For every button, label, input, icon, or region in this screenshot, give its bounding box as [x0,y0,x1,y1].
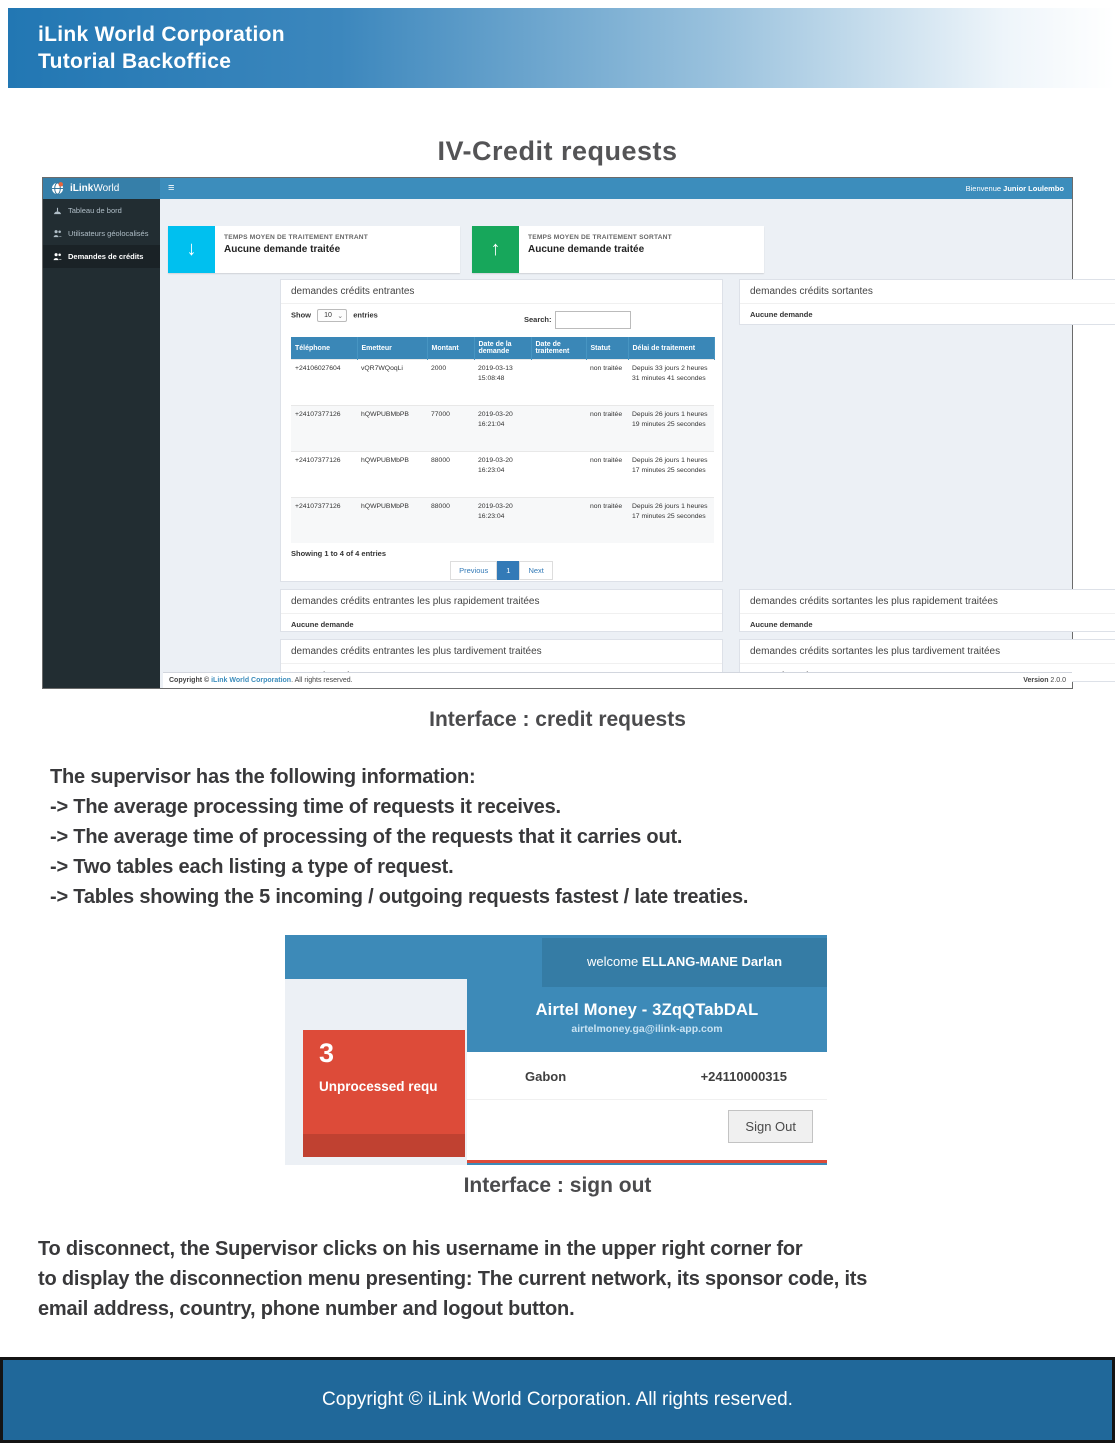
table-cell: +24106027604 [291,360,357,406]
previous-page-button[interactable]: Previous [450,561,497,580]
page-size-select[interactable] [317,309,347,322]
unprocessed-count: 3 [319,1038,335,1068]
welcome-user-button[interactable] [542,938,827,987]
stat-title: TEMPS MOYEN DE TRAITEMENT SORTANT [528,234,672,241]
column-header[interactable]: Emetteur [357,337,427,360]
table-cell: +24107377126 [291,452,357,498]
table-cell [531,498,586,544]
table-row [291,360,714,406]
column-header[interactable]: Date de la demande [474,337,531,360]
search-label: Search: [524,314,552,324]
table-cell: 88000 [427,498,474,544]
table-cell: 88000 [427,452,474,498]
table-row [291,452,714,498]
description-line: To disconnect, the Supervisor clicks on his username in the upper right corner for [38,1238,803,1260]
table-controls [281,304,722,333]
empty-message: Aucune demande [291,620,354,629]
stat-incoming-time [168,226,460,273]
menu-icon[interactable]: ≡ [168,182,175,194]
table-cell [531,360,586,406]
document-footer [0,1357,1115,1443]
description-line: -> Two tables each listing a type of request. [50,856,454,878]
next-page-button[interactable]: Next [519,561,552,580]
down-arrow-icon: ↓ [168,226,215,273]
description-line: to display the disconnection menu presenting: The current network, its sponsor code, its [38,1268,868,1290]
user-details-row [467,1052,827,1100]
user-dropdown-menu [467,988,827,1163]
table-cell: Depuis 26 jours 1 heures 19 minutes 25 secondes [628,406,714,452]
dropdown-header [467,988,827,1052]
version-text [1023,677,1066,684]
dashboard-icon [53,206,62,215]
signout-caption: Interface : sign out [463,1174,652,1197]
document-header [8,8,1115,88]
table-cell: non traitée [586,498,628,544]
table-cell: non traitée [586,406,628,452]
showing-entries-text: Showing 1 to 4 of 4 entries [291,549,387,558]
empty-message: Aucune demande [750,310,813,319]
main-content [160,199,1072,688]
unprocessed-requests-card [303,1030,465,1157]
stat-value: Aucune demande traitée [528,244,645,255]
sidebar-item-credit-requests[interactable] [43,245,160,268]
unprocessed-label: Unprocessed requ [319,1079,438,1094]
table-cell: 2019-03-20 16:23:04 [474,498,531,544]
column-header[interactable]: Date de traitement [531,337,586,360]
header-line2: Tutorial Backoffice [38,50,232,73]
table-cell: Depuis 26 jours 1 heures 17 minutes 25 secondes [628,498,714,544]
brand-light: World [93,183,120,194]
table-cell [531,406,586,452]
welcome-name: ELLANG-MANE Darlan [641,954,783,969]
sidebar-item-label: Utilisateurs géolocalisés [68,229,149,238]
pagination [281,561,722,580]
topbar [43,178,1072,199]
chevron-down-icon: ⌄ [337,313,344,320]
credit-requests-table [291,337,715,543]
stat-title: TEMPS MOYEN DE TRAITEMENT ENTRANT [224,234,368,241]
header-line1: iLink World Corporation [38,23,285,46]
table-cell: Depuis 33 jours 2 heures 31 minutes 41 secondes [628,360,714,406]
table-cell: non traitée [586,452,628,498]
incoming-requests-panel [280,279,723,582]
description-line: email address, country, phone number and logout button. [38,1298,575,1320]
search-input[interactable] [555,311,631,329]
panel-title: demandes crédits sortantes les plus rapidement traitées [740,590,1115,614]
sign-out-button[interactable]: Sign Out [728,1110,813,1143]
user-email: airtelmoney.ga@ilink-app.com [571,1023,723,1035]
user-welcome[interactable] [966,184,1064,193]
column-header[interactable]: Statut [586,337,628,360]
table-header-row [291,337,714,360]
globe-icon [51,182,64,195]
page-1-button[interactable]: 1 [497,561,519,580]
panel-title: demandes crédits sortantes les plus tardivement traitées [740,640,1115,664]
backoffice-screenshot [43,178,1072,688]
signout-description [38,1234,867,1324]
welcome-name: Junior Loulembo [1003,184,1064,193]
table-cell: 2019-03-20 16:23:04 [474,452,531,498]
network-name: Airtel Money - 3ZqQTabDAL [535,1001,759,1019]
brand-logo[interactable] [43,178,160,199]
table-row [291,498,714,544]
sidebar-item-label: Demandes de crédits [68,252,144,261]
table-cell: hQWPUBMbPB [357,406,427,452]
copyright-suffix: . All rights reserved. [291,677,353,684]
description-line: The supervisor has the following information: [50,766,476,788]
empty-message: Aucune demande [750,620,813,629]
table-row [291,406,714,452]
page-title: IV-Credit requests [437,136,678,166]
table-cell: hQWPUBMbPB [357,498,427,544]
sidebar-item-label: Tableau de bord [68,206,122,215]
search-control [524,311,631,329]
signout-screenshot [285,935,827,1165]
table-cell: +24107377126 [291,498,357,544]
panel-title: demandes crédits entrantes [281,280,722,304]
panel-title: demandes crédits entrantes les plus tardivement traitées [281,640,722,664]
stat-value: Aucune demande traitée [224,244,341,255]
stat-outgoing-time [472,226,764,273]
panel-title: demandes crédits entrantes les plus rapidement traitées [281,590,722,614]
fastest-incoming-panel [280,589,723,632]
welcome-prefix: Bienvenue [965,184,1004,193]
credit-requests-description [50,762,748,912]
sidebar-item-dashboard[interactable] [43,199,160,222]
description-line: -> The average processing time of requests it receives. [50,796,561,818]
copyright-prefix: Copyright © [169,677,212,684]
description-line: -> Tables showing the 5 incoming / outgoing requests fastest / late treaties. [50,886,749,908]
sidebar [43,199,160,688]
table-cell: 77000 [427,406,474,452]
country-value: Gabon [525,1069,567,1084]
card-footer-strip [303,1134,465,1157]
table-cell: +24107377126 [291,406,357,452]
users-icon [53,229,62,238]
show-label: Show [291,310,311,320]
table-cell: non traitée [586,360,628,406]
entries-label: entries [353,310,378,320]
table-cell: hQWPUBMbPB [357,452,427,498]
sidebar-item-geolocated-users[interactable] [43,222,160,245]
footer-text: Copyright © iLink World Corporation. All rights reserved. [322,1389,793,1410]
version-value: 2.0.0 [1050,677,1066,684]
copyright-link[interactable]: iLink World Corporation [211,677,292,684]
users-icon [53,252,62,261]
welcome-prefix: welcome [586,954,642,969]
table-cell: 2019-03-13 15:08:48 [474,360,531,406]
table-cell: 2000 [427,360,474,406]
fastest-outgoing-panel [739,589,1115,632]
outgoing-requests-panel [739,279,1115,325]
table-cell: vQR7WQoqLi [357,360,427,406]
app-footer [163,672,1072,688]
column-header[interactable]: Téléphone [291,337,357,360]
credit-requests-caption: Interface : credit requests [429,708,686,731]
description-line: -> The average time of processing of the requests that it carries out. [50,826,683,848]
up-arrow-icon: ↑ [472,226,519,273]
table-cell: 2019-03-20 16:21:04 [474,406,531,452]
panel-title: demandes crédits sortantes [740,280,1115,304]
table-cell [531,452,586,498]
brand-bold: iLink [70,183,94,194]
version-label: Version [1023,677,1051,684]
column-header[interactable]: Délai de traitement [628,337,714,360]
dropdown-actions [467,1100,827,1143]
page-size-value: 10 [324,312,332,319]
table-cell: Depuis 26 jours 1 heures 17 minutes 25 secondes [628,452,714,498]
column-header[interactable]: Montant [427,337,474,360]
phone-value: +24110000315 [700,1069,787,1084]
